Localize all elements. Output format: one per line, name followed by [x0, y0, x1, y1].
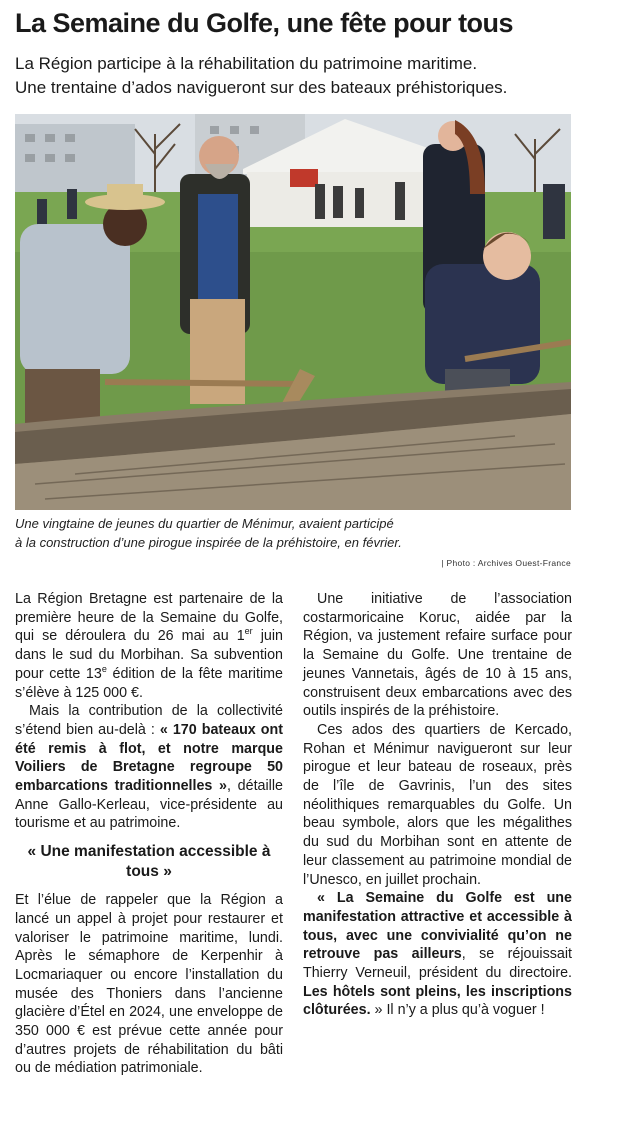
text-run: , se réjouissait Thierry Verneuil, président du directoire. [303, 946, 572, 982]
article-headline: La Semaine du Golfe, une fête pour tous [15, 8, 514, 38]
text-run: , détaille Anne Gallo-Kerleau, vice-présidente au tourisme et au patrimoine. [15, 778, 283, 832]
superscript: er [244, 626, 253, 637]
text-run: édition de la fête maritime s’élève à 125 000 €. [15, 665, 283, 701]
standfirst-line-2: Une trentaine d’ados navigueront sur des bateaux préhistoriques. [15, 78, 508, 97]
photo-caption [15, 514, 575, 552]
intertitle: « Une manifestation accessible à tous » [27, 843, 271, 881]
quote-bold: « La Semaine du Golfe est une manifestation attractive et accessible à tous, avec une convivialité qu’on ne retrouve pas ailleurs [303, 890, 572, 963]
body-paragraph-2 [15, 702, 283, 833]
article-photo [15, 114, 571, 510]
photo-illustration [15, 114, 571, 510]
body-paragraph-3: Et l’élue de rappeler que la Région a lancé un appel à projet pour restaurer et valoriser le patrimoine maritime, lundi. Après le sémaphore de Kerpenhir à Locmariaquer ou encore l’installation du musée des Thoniers dans l’ancienne glacière d’Étel en 2024, une enveloppe de 350 000 € est prévue cette année pour d’autres projets de réhabilitation du bâti ou de médiation patrimoniale. [15, 892, 283, 1077]
caption-line-2: à la construction d’une pirogue inspirée de la préhistoire, en février. [15, 535, 402, 550]
quote-bold: « 170 bateaux ont été remis à flot, et notre marque Voiliers de Bretagne regroupe 50 embarcations traditionnelles » [15, 721, 284, 795]
standfirst-line-1: La Région participe à la réhabilitation du patrimoine maritime. [15, 54, 478, 73]
body-paragraph-6 [303, 889, 572, 1020]
article-column-left [15, 590, 283, 1078]
superscript: e [101, 664, 107, 675]
photo-credit: | Photo : Archives Ouest-France [441, 558, 571, 568]
body-paragraph-4: Une initiative de l’association costarmoricaine Koruc, aidée par la Région, va justement refaire surface pour la Semaine du Golfe. Une trentaine de jeunes Vannetais, âgés de 10 à 15 ans, construisent deux embarcations avec des outils inspirés de la préhistoire. [303, 591, 572, 720]
caption-line-1: Une vingtaine de jeunes du quartier de Ménimur, avaient participé [15, 516, 394, 531]
body-paragraph-1 [15, 590, 283, 702]
quote-bold: Les hôtels sont pleins, les inscriptions clôturées. [303, 983, 572, 1019]
text-run: juin dans le sud du Morbihan. Sa subvention pour cette 13 [15, 628, 283, 682]
body-paragraph-5: Ces ados des quartiers de Kercado, Rohan et Ménimur navigueront sur leur pirogue et leur bateau de roseaux, près de l’île de Gavrinis, l’un des sites néolithiques remarquables du Golfe. Un beau symbole, alors que les mégalithes du sud du Morbihan sont en attente de leur classement au patrimoine mondial de l’Unesco, en juillet prochain. [303, 721, 572, 888]
article-column-right [303, 590, 572, 1020]
text-run: Mais la contribution de la collectivité s’étend bien au-delà : [15, 703, 283, 738]
text-run: » Il n’y a plus qu’à voguer ! [370, 1002, 545, 1019]
text-run: La Région Bretagne est partenaire de la première heure de la Semaine du Golfe, qui se déroulera du 26 mai au 1 [15, 591, 283, 645]
article-standfirst [15, 52, 620, 100]
